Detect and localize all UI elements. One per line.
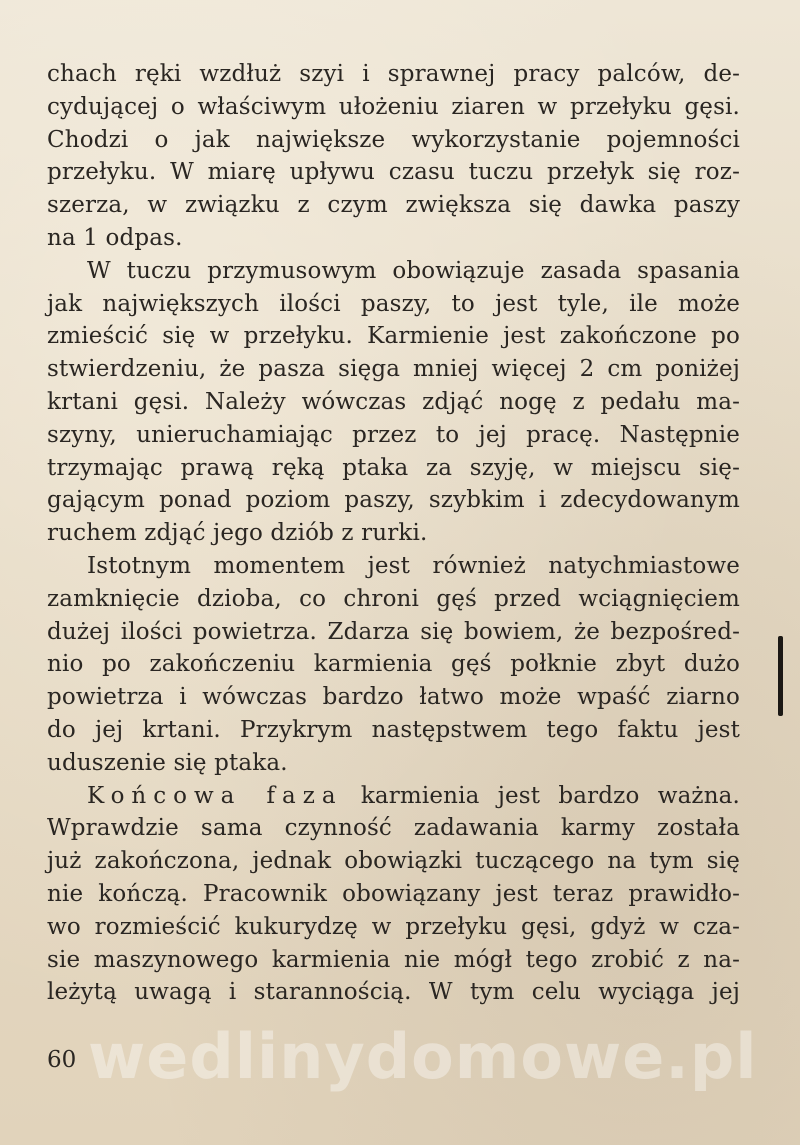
- text-line: na 1 odpas.: [47, 224, 183, 251]
- page-number: 60: [47, 1047, 77, 1073]
- text-line: dużej ilości powietrza. Zdarza się bowiem, że bezpośred-: [47, 618, 740, 645]
- text-line: leżytą uwagą i starannością. W tym celu wyciąga jej: [47, 979, 740, 1006]
- text-line: stwierdzeniu, że pasza sięga mniej więcej 2 cm poniżej: [47, 356, 740, 383]
- text-line: wo rozmieścić kukurydzę w przełyku gęsi, gdyż w cza-: [47, 913, 740, 940]
- text-line: W tuczu przymusowym obowiązuje zasada spasania: [87, 257, 740, 284]
- text-line: uduszenie się ptaka.: [47, 749, 288, 776]
- text-line: krtani gęsi. Należy wówczas zdjąć nogę z pedału ma-: [47, 388, 740, 415]
- text-line: Wprawdzie sama czynność zadawania karmy została: [47, 815, 740, 842]
- text-line: nie kończą. Pracownik obowiązany jest teraz prawidło-: [47, 880, 740, 907]
- text-line: trzymając prawą ręką ptaka za szyję, w miejscu się-: [47, 454, 740, 481]
- emphasized-phrase: Końcowa faza: [87, 782, 343, 809]
- text-line: zamknięcie dzioba, co chroni gęś przed wciągnięciem: [47, 585, 740, 612]
- text-line: jak największych ilości paszy, to jest tyle, ile może: [47, 290, 740, 317]
- text-line: cydującej o właściwym ułożeniu ziaren w przełyku gęsi.: [47, 93, 740, 120]
- text-line: szerza, w związku z czym zwiększa się dawka paszy: [47, 192, 740, 219]
- margin-mark: [778, 636, 783, 716]
- text-line: szyny, unieruchamiając przez to jej pracę. Następnie: [47, 421, 740, 448]
- text-line: już zakończona, jednak obowiązki tuczącego na tym się: [47, 848, 740, 875]
- text-line: do jej krtani. Przykrym następstwem tego faktu jest: [47, 716, 740, 743]
- text-line: zmieścić się w przełyku. Karmienie jest zakończone po: [47, 323, 740, 350]
- text-line: Chodzi o jak największe wykorzystanie pojemności: [47, 126, 740, 153]
- text-line-rest: karmienia jest bardzo ważna.: [360, 782, 740, 809]
- text-line: nio po zakończeniu karmienia gęś połknie zbyt dużo: [47, 651, 740, 678]
- text-line: chach ręki wzdłuż szyi i sprawnej pracy palców, de-: [47, 61, 740, 87]
- text-line: sie maszynowego karmienia nie mógł tego zrobić z na-: [47, 946, 740, 973]
- body-text: [47, 58, 740, 1009]
- watermark: wedlinydomowe.pl: [88, 1020, 758, 1093]
- text-line: gającym ponad poziom paszy, szybkim i zdecydowanym: [47, 487, 740, 514]
- text-line: przełyku. W miarę upływu czasu tuczu przełyk się roz-: [47, 159, 740, 186]
- text-line: powietrza i wówczas bardzo łatwo może wpaść ziarno: [47, 684, 740, 711]
- text-line: [47, 780, 740, 813]
- text-line: ruchem zdjąć jego dziób z rurki.: [47, 520, 428, 547]
- text-line: Istotnym momentem jest również natychmiastowe: [87, 552, 740, 579]
